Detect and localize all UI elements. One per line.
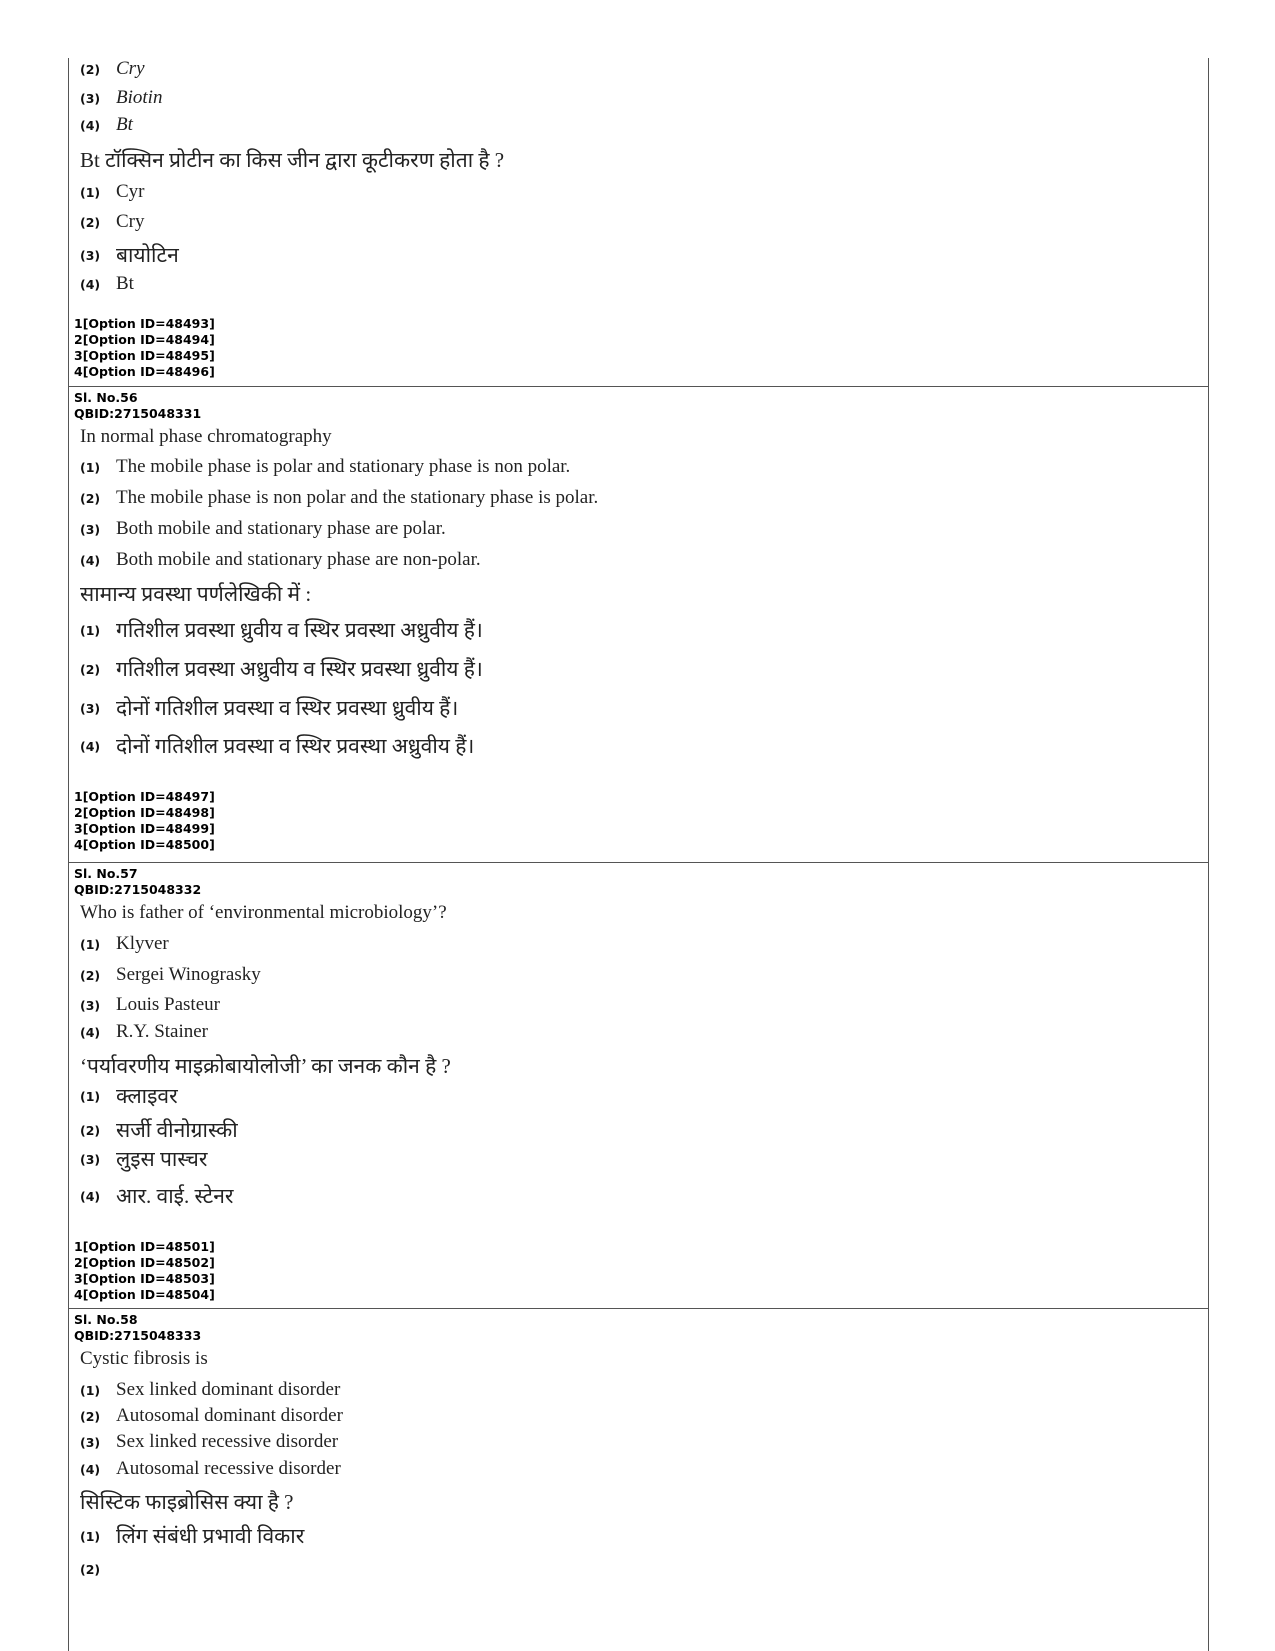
question-text: Cystic fibrosis is	[80, 1348, 208, 1369]
option-number: (3)	[80, 522, 101, 537]
question-text-hindi: ‘पर्यावरणीय माइक्रोबायोलोजी’ का जनक कौन है ?	[80, 1054, 451, 1078]
option-number: (2)	[80, 968, 101, 983]
option-text: लुइस पास्चर	[116, 1147, 208, 1171]
serial-number: Sl. No.56	[74, 390, 138, 405]
option-text: बायोटिन	[116, 243, 179, 267]
option-text: आर. वाई. स्टेनर	[116, 1184, 234, 1208]
option-number: (3)	[80, 998, 101, 1013]
option-id: 4[Option ID=48496]	[74, 364, 215, 379]
option-text: Cry	[116, 58, 145, 79]
qbid: QBID:2715048333	[74, 1328, 202, 1343]
question-divider	[68, 1308, 1209, 1309]
option-text: Both mobile and stationary phase are polar.	[116, 518, 446, 539]
option-number: (1)	[80, 1529, 101, 1544]
option-text: दोनों गतिशील प्रवस्था व स्थिर प्रवस्था अध्रुवीय हैं।	[116, 734, 475, 758]
option-number: (2)	[80, 215, 101, 230]
option-text: Both mobile and stationary phase are non-polar.	[116, 549, 481, 570]
option-text: गतिशील प्रवस्था अध्रुवीय व स्थिर प्रवस्था ध्रुवीय हैं।	[116, 657, 483, 681]
qbid: QBID:2715048331	[74, 406, 202, 421]
option-number: (1)	[80, 1383, 101, 1398]
option-text: Sex linked recessive disorder	[116, 1431, 339, 1452]
option-text: Bt	[116, 114, 133, 135]
option-id: 3[Option ID=48495]	[74, 348, 215, 363]
option-text: Cyr	[116, 181, 145, 202]
option-id-list	[74, 316, 215, 380]
option-text: Autosomal dominant disorder	[116, 1405, 343, 1426]
option-number: (1)	[80, 460, 101, 475]
question-text: In normal phase chromatography	[80, 426, 332, 447]
option-number: (2)	[80, 662, 101, 677]
option-text: सर्जी वीनोग्रास्की	[116, 1118, 238, 1142]
question-divider	[68, 386, 1209, 387]
option-number: (4)	[80, 1189, 101, 1204]
option-text: Cry	[116, 211, 145, 232]
qbid: QBID:2715048332	[74, 882, 202, 897]
option-text: गतिशील प्रवस्था ध्रुवीय व स्थिर प्रवस्था अध्रुवीय हैं।	[116, 618, 483, 642]
option-text: The mobile phase is polar and stationary phase is non polar.	[116, 456, 571, 477]
option-id: 4[Option ID=48500]	[74, 837, 215, 852]
option-id: 1[Option ID=48493]	[74, 316, 215, 331]
option-text: Bt	[116, 273, 134, 294]
option-id: 3[Option ID=48503]	[74, 1271, 215, 1286]
question-text-hindi: Bt टॉक्सिन प्रोटीन का किस जीन द्वारा कूटीकरण होता है ?	[80, 148, 505, 172]
option-id: 2[Option ID=48498]	[74, 805, 215, 820]
option-number: (2)	[80, 491, 101, 506]
option-id-list	[74, 1239, 215, 1303]
option-number: (4)	[80, 118, 101, 133]
option-number: (2)	[80, 62, 101, 77]
option-id: 3[Option ID=48499]	[74, 821, 215, 836]
serial-number: Sl. No.57	[74, 866, 138, 881]
option-number: (2)	[80, 1409, 101, 1424]
option-text: R.Y. Stainer	[116, 1021, 209, 1042]
option-number: (1)	[80, 185, 101, 200]
option-number: (3)	[80, 1152, 101, 1167]
option-text: Klyver	[116, 933, 169, 954]
option-number: (1)	[80, 623, 101, 638]
option-text: लिंग संबंधी प्रभावी विकार	[116, 1524, 305, 1548]
serial-number: Sl. No.58	[74, 1312, 138, 1327]
option-number: (3)	[80, 701, 101, 716]
option-id: 4[Option ID=48504]	[74, 1287, 215, 1302]
option-number: (4)	[80, 1462, 101, 1477]
question-divider	[68, 862, 1209, 863]
option-text: Sex linked dominant disorder	[116, 1379, 341, 1400]
option-text: Biotin	[116, 87, 163, 108]
option-id-list	[74, 789, 215, 853]
option-number: (4)	[80, 553, 101, 568]
option-text: Autosomal recessive disorder	[116, 1458, 341, 1479]
option-number: (3)	[80, 1435, 101, 1450]
option-number: (3)	[80, 91, 101, 106]
option-number: (1)	[80, 937, 101, 952]
question-text-hindi: सामान्य प्रवस्था पर्णलेखिकी में :	[80, 582, 312, 606]
option-id: 2[Option ID=48494]	[74, 332, 215, 347]
option-number: (4)	[80, 1025, 101, 1040]
option-id: 1[Option ID=48501]	[74, 1239, 215, 1254]
option-text: The mobile phase is non polar and the stationary phase is polar.	[116, 487, 599, 508]
option-text: Louis Pasteur	[116, 994, 220, 1015]
option-text: दोनों गतिशील प्रवस्था व स्थिर प्रवस्था ध्रुवीय हैं।	[116, 696, 459, 720]
question-text-hindi: सिस्टिक फाइब्रोसिस क्या है ?	[80, 1490, 294, 1514]
option-number: (2)	[80, 1123, 101, 1138]
option-number: (3)	[80, 248, 101, 263]
option-text: क्लाइवर	[116, 1084, 178, 1108]
option-id: 1[Option ID=48497]	[74, 789, 215, 804]
option-number: (2)	[80, 1562, 101, 1577]
option-number: (1)	[80, 1089, 101, 1104]
option-text: Sergei Winograsky	[116, 964, 261, 985]
option-number: (4)	[80, 277, 101, 292]
question-text: Who is father of ‘environmental microbiology’?	[80, 902, 447, 923]
option-id: 2[Option ID=48502]	[74, 1255, 215, 1270]
option-number: (4)	[80, 739, 101, 754]
